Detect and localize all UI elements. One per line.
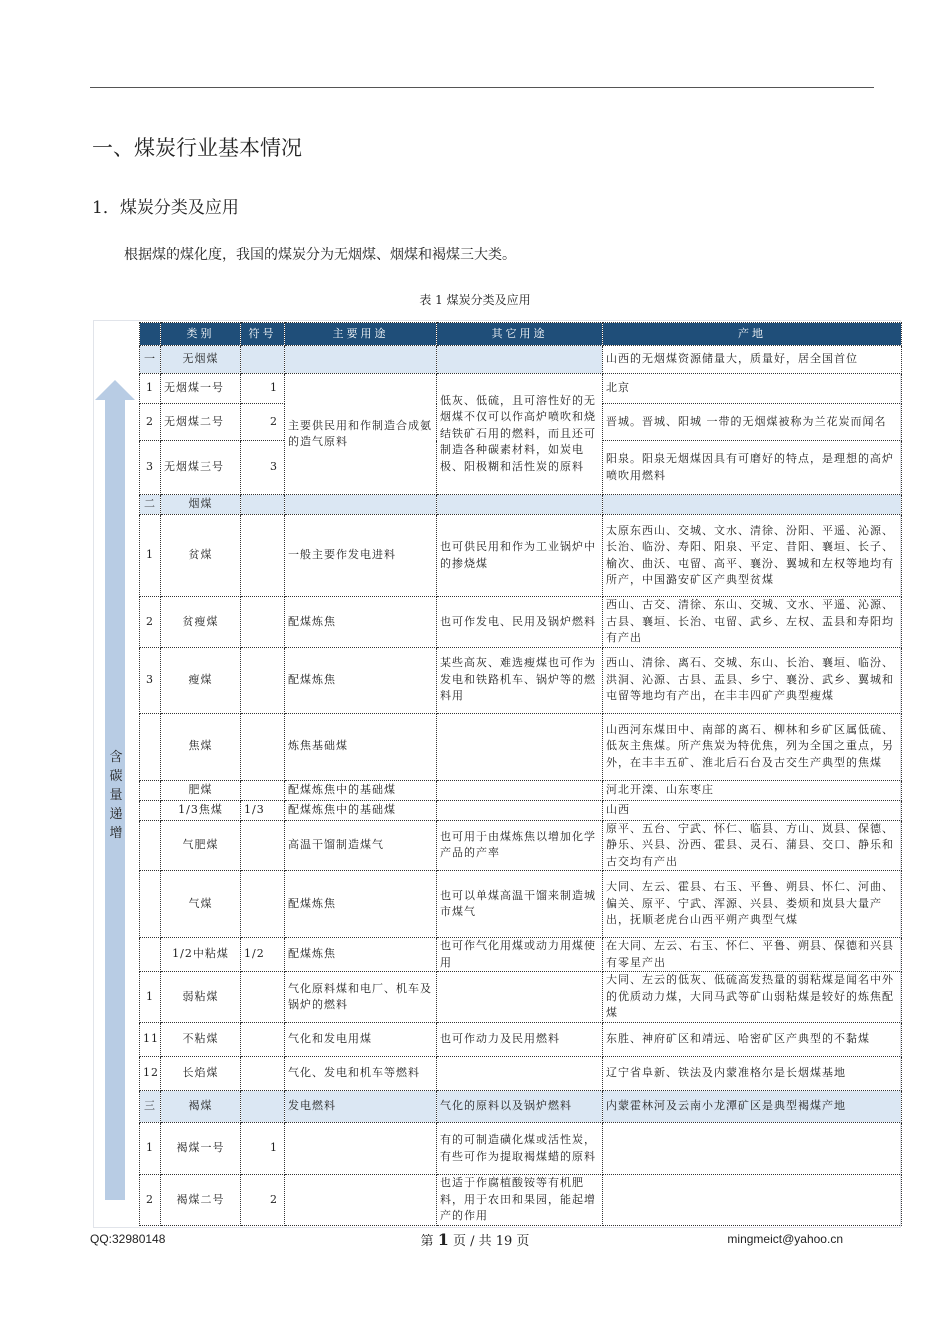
group-row-anthracite — [140, 346, 902, 374]
row-other-use: 也可供民用和作为工业锅炉中的掺烧煤 — [437, 515, 603, 597]
table-row — [140, 647, 902, 713]
row-name: 气肥煤 — [161, 820, 241, 871]
row-origin: 山西河东煤田中、南部的离石、柳林和乡矿区属低硫、低灰主焦煤。所产焦炭为特优焦，列为全国之重点，另外，在丰丰五矿、淮北后石台及古交生产典型的焦煤 — [603, 713, 902, 780]
coal-classification-table — [139, 322, 902, 1226]
table-row — [140, 1123, 902, 1175]
row-other-use: 也可作气化用煤或动力用煤使用 — [437, 938, 603, 972]
group-index: 一 — [140, 346, 161, 374]
row-other-use: 低灰、低硫，且可溶性好的无烟煤不仅可以作高炉喷吹和烧结铁矿石用的燃料，而且还可制造各种碳素材料，如炭电极、阳极糊和活性炭的原料 — [437, 374, 603, 495]
row-origin: 辽宁省阜新、铁法及内蒙准格尔是长烟煤基地 — [603, 1057, 902, 1091]
table-row — [140, 972, 902, 1023]
header-symbol: 符号 — [241, 323, 285, 346]
row-other-use — [437, 780, 603, 800]
row-index — [140, 871, 161, 938]
row-main-use: 气化、发电和机车等燃料 — [285, 1057, 437, 1091]
row-main-use: 配煤炼焦中的基础煤 — [285, 800, 437, 820]
row-name: 焦煤 — [161, 713, 241, 780]
row-index — [140, 780, 161, 800]
row-name: 褐煤二号 — [161, 1175, 241, 1226]
row-main-use: 高温干馏制造煤气 — [285, 820, 437, 871]
row-main-use: 配煤炼焦 — [285, 871, 437, 938]
row-other-use — [437, 713, 603, 780]
table-row — [140, 1023, 902, 1057]
page-num: 1 — [437, 1230, 449, 1249]
row-name: 贫瘦煤 — [161, 597, 241, 648]
row-index: 1 — [140, 515, 161, 597]
page-prefix: 第 — [420, 1234, 434, 1249]
row-symbol: 1/2 — [241, 938, 285, 972]
row-other-use — [437, 800, 603, 820]
row-symbol — [241, 871, 285, 938]
row-other-use — [437, 1057, 603, 1091]
row-other-use — [437, 972, 603, 1023]
header-other-use: 其它用途 — [437, 323, 603, 346]
row-symbol — [241, 515, 285, 597]
row-name: 气煤 — [161, 871, 241, 938]
row-main-use: 配煤炼焦中的基础煤 — [285, 780, 437, 800]
table-row — [140, 374, 902, 404]
group-name: 烟煤 — [161, 495, 241, 515]
row-index: 1 — [140, 374, 161, 404]
intro-paragraph: 根据煤的煤化度，我国的煤炭分为无烟煤、烟煤和褐煤三大类。 — [124, 247, 516, 263]
row-origin: 东胜、神府矿区和靖远、哈密矿区产典型的不黏煤 — [603, 1023, 902, 1057]
row-name: 褐煤一号 — [161, 1123, 241, 1175]
row-symbol: 1/3 — [241, 800, 285, 820]
table-row — [140, 515, 902, 597]
table-row — [140, 1057, 902, 1091]
row-symbol: 2 — [241, 1175, 285, 1226]
row-main-use: 气化和发电用煤 — [285, 1023, 437, 1057]
row-origin: 太原东西山、交城、文水、清徐、汾阳、平遥、沁源、长治、临汾、寿阳、阳泉、平定、昔阳、襄垣、长子、榆次、曲沃、屯留、高平、襄汾、翼城和左权等地均有所产，中国潞安矿区产典型贫煤 — [603, 515, 902, 597]
row-main-use: 配煤炼焦 — [285, 647, 437, 713]
row-symbol: 2 — [241, 404, 285, 441]
row-other-use: 也可用于由煤炼焦以增加化学产品的产率 — [437, 820, 603, 871]
row-index: 1 — [140, 1123, 161, 1175]
group-origin: 山西的无烟煤资源储量大，质量好，居全国首位 — [603, 346, 902, 374]
row-index — [140, 800, 161, 820]
row-name: 弱粘煤 — [161, 972, 241, 1023]
header-category: 类别 — [161, 323, 241, 346]
row-index — [140, 713, 161, 780]
footer-qq: QQ:32980148 — [90, 1232, 166, 1246]
group-other-use: 气化的原料以及锅炉燃料 — [437, 1091, 603, 1123]
row-name: 1/2中粘煤 — [161, 938, 241, 972]
row-origin: 山西 — [603, 800, 902, 820]
row-index: 1 — [140, 972, 161, 1023]
table-header-row — [140, 323, 902, 346]
row-name: 无烟煤二号 — [161, 404, 241, 441]
row-index: 2 — [140, 404, 161, 441]
row-symbol: 1 — [241, 374, 285, 404]
row-symbol: 3 — [241, 441, 285, 495]
row-origin: 原平、五台、宁武、怀仁、临县、方山、岚县、保德、静乐、兴县、汾西、霍县、灵石、蒲县、交口、静乐和古交均有产出 — [603, 820, 902, 871]
row-origin: 西山、清徐、离石、交城、东山、长治、襄垣、临汾、洪洞、沁源、古县、盂县、乡宁、襄汾、武乡、翼城和屯留等地均有产出，在丰丰四矿产典型瘦煤 — [603, 647, 902, 713]
table-row — [140, 800, 902, 820]
table-row — [140, 713, 902, 780]
row-symbol — [241, 1057, 285, 1091]
group-row-bituminous — [140, 495, 902, 515]
row-main-use: 一般主要作发电进料 — [285, 515, 437, 597]
row-other-use: 也可作发电、民用及锅炉燃料 — [437, 597, 603, 648]
table-row — [140, 780, 902, 800]
row-name: 贫煤 — [161, 515, 241, 597]
row-name: 无烟煤三号 — [161, 441, 241, 495]
row-name: 1/3焦煤 — [161, 800, 241, 820]
table-row — [140, 820, 902, 871]
row-origin: 大同、左云的低灰、低硫高发热量的弱粘煤是闻名中外的优质动力煤，大同马武等矿山弱粘煤是较好的炼焦配煤 — [603, 972, 902, 1023]
row-other-use: 也可作动力及民用燃料 — [437, 1023, 603, 1057]
row-origin: 晋城。晋城、阳城 一带的无烟煤被称为兰花炭而闻名 — [603, 404, 902, 441]
section-heading: 一、煤炭行业基本情况 — [92, 136, 302, 160]
group-name: 褐煤 — [161, 1091, 241, 1123]
row-other-use: 有的可制造磺化煤或活性炭，有些可作为提取褐煤蜡的原料 — [437, 1123, 603, 1175]
table-row — [140, 871, 902, 938]
group-row-lignite — [140, 1091, 902, 1123]
row-origin: 大同、左云、霍县、右玉、平鲁、朔县、怀仁、河曲、偏关、原平、宁武、浑源、兴县、娄烦和岚县大量产出，抚顺老虎台山西平朔产典型气煤 — [603, 871, 902, 938]
footer-email: mingmeict@yahoo.cn — [727, 1232, 843, 1246]
row-origin: 阳泉。阳泉无烟煤因具有可磨好的特点，是理想的高炉喷吹用燃料 — [603, 441, 902, 495]
row-other-use: 某些高灰、难选瘦煤也可作为发电和铁路机车、锅炉等的燃料用 — [437, 647, 603, 713]
row-index: 12 — [140, 1057, 161, 1091]
row-index: 3 — [140, 647, 161, 713]
row-main-use: 配煤炼焦 — [285, 938, 437, 972]
group-name: 无烟煤 — [161, 346, 241, 374]
row-other-use: 也适于作腐植酸铵等有机肥料，用于农田和果园，能起增产的作用 — [437, 1175, 603, 1226]
row-symbol — [241, 780, 285, 800]
row-symbol — [241, 972, 285, 1023]
header-origin: 产地 — [603, 323, 902, 346]
row-symbol: 1 — [241, 1123, 285, 1175]
row-name: 长焰煤 — [161, 1057, 241, 1091]
table-row — [140, 938, 902, 972]
row-index: 11 — [140, 1023, 161, 1057]
group-origin: 内蒙霍林河及云南小龙潭矿区是典型褐煤产地 — [603, 1091, 902, 1123]
header-idx — [140, 323, 161, 346]
row-name: 不粘煤 — [161, 1023, 241, 1057]
row-name: 肥煤 — [161, 780, 241, 800]
row-main-use: 配煤炼焦 — [285, 597, 437, 648]
row-origin: 西山、古交、清徐、东山、交城、文水、平遥、沁源、古县、襄垣、长治、屯留、武乡、左权、盂县和寿阳均有产出 — [603, 597, 902, 648]
group-index: 二 — [140, 495, 161, 515]
row-index: 3 — [140, 441, 161, 495]
page-suffix: 页 / 共 19 页 — [452, 1234, 530, 1249]
row-name: 无烟煤一号 — [161, 374, 241, 404]
row-origin: 北京 — [603, 374, 902, 404]
table-row — [140, 1175, 902, 1226]
row-origin: 在大同、左云、右玉、怀仁、平鲁、朔县、保德和兴县有零星产出 — [603, 938, 902, 972]
header-main-use: 主要用途 — [285, 323, 437, 346]
row-index — [140, 938, 161, 972]
header-rule — [90, 87, 874, 88]
row-index: 2 — [140, 1175, 161, 1226]
row-other-use: 也可以单煤高温干馏来制造城市煤气 — [437, 871, 603, 938]
row-index — [140, 820, 161, 871]
group-main-use: 发电燃料 — [285, 1091, 437, 1123]
row-symbol — [241, 820, 285, 871]
row-symbol — [241, 597, 285, 648]
row-main-use: 气化原料煤和电厂、机车及锅炉的燃料 — [285, 972, 437, 1023]
subsection-heading: 1．煤炭分类及应用 — [92, 198, 239, 218]
table-caption: 表 1 煤炭分类及应用 — [419, 293, 531, 307]
table-row — [140, 597, 902, 648]
row-index: 2 — [140, 597, 161, 648]
carbon-increase-label: 含碳量递增 — [109, 750, 123, 841]
group-index: 三 — [140, 1091, 161, 1123]
row-origin: 河北开滦、山东枣庄 — [603, 780, 902, 800]
row-name: 瘦煤 — [161, 647, 241, 713]
row-symbol — [241, 1023, 285, 1057]
row-symbol — [241, 713, 285, 780]
row-main-use: 主要供民用和作制造合成氨的造气原料 — [285, 374, 437, 495]
row-symbol — [241, 647, 285, 713]
row-main-use: 炼焦基础煤 — [285, 713, 437, 780]
